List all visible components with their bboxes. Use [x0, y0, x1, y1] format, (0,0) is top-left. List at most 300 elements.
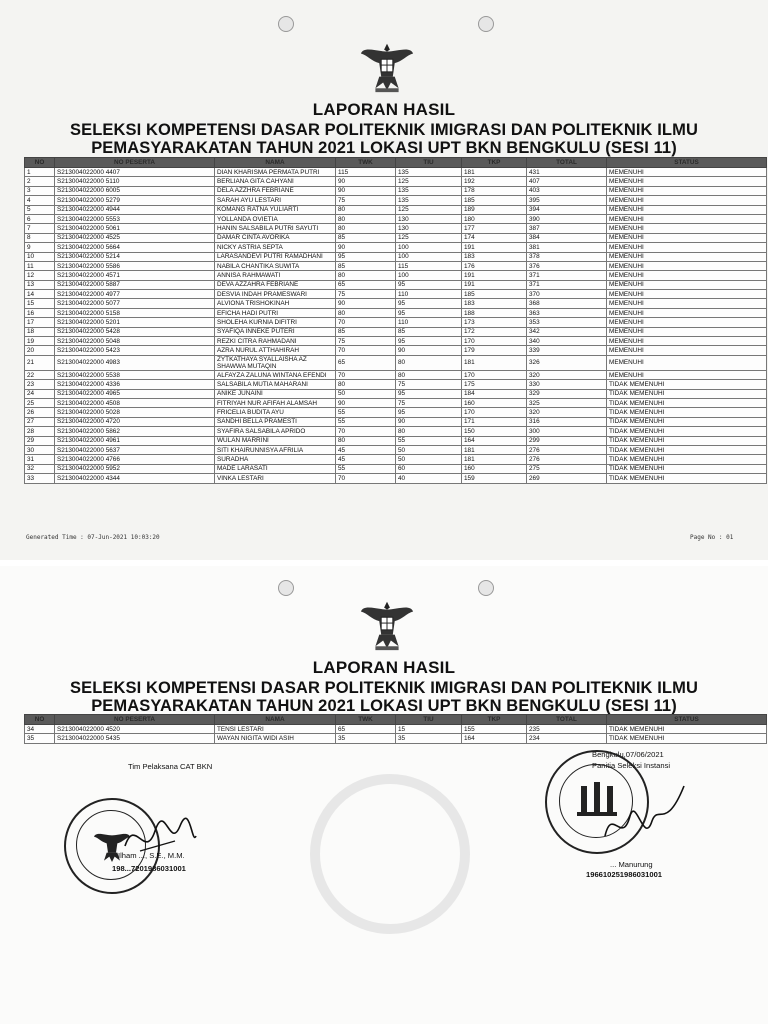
row-no-peserta: S213004022000 5435 [55, 734, 215, 743]
row-tiu: 85 [396, 327, 462, 336]
row-no: 3 [25, 186, 55, 195]
row-nama: ANNISA RAHMAWATI [215, 271, 336, 280]
row-nama: DELA AZZHRA FEBRIANE [215, 186, 336, 195]
row-total: 407 [527, 177, 607, 186]
row-nama: SITI KHAIRUNNISYA AFRILIA [215, 445, 336, 454]
row-total: 371 [527, 280, 607, 289]
table-row [25, 417, 767, 426]
signer-left-nip: 198...7201986031001 [112, 864, 186, 873]
row-status: TIDAK MEMENUHI [607, 389, 767, 398]
row-tiu: 95 [396, 308, 462, 317]
row-tiu: 50 [396, 445, 462, 454]
garuda-emblem-icon [358, 596, 416, 654]
row-nama: MADE LARASATI [215, 464, 336, 473]
punch-hole [278, 580, 294, 596]
row-twk: 80 [336, 205, 396, 214]
row-tkp: 180 [462, 214, 527, 223]
row-status: MEMENUHI [607, 308, 767, 317]
row-tkp: 181 [462, 168, 527, 177]
row-no: 22 [25, 370, 55, 379]
row-tkp: 170 [462, 337, 527, 346]
row-no: 7 [25, 224, 55, 233]
row-total: 431 [527, 168, 607, 177]
row-status: TIDAK MEMENUHI [607, 464, 767, 473]
row-tiu: 135 [396, 168, 462, 177]
row-tiu: 100 [396, 243, 462, 252]
table-header-row [25, 158, 767, 168]
row-no: 30 [25, 445, 55, 454]
row-total: 394 [527, 205, 607, 214]
row-status: MEMENUHI [607, 271, 767, 280]
row-no-peserta: S213004022000 5028 [55, 408, 215, 417]
table-row [25, 186, 767, 195]
row-nama: SARAH AYU LESTARI [215, 196, 336, 205]
row-no-peserta: S213004022000 5586 [55, 261, 215, 270]
row-status: TIDAK MEMENUHI [607, 436, 767, 445]
row-tkp: 170 [462, 370, 527, 379]
table-row [25, 436, 767, 445]
row-twk: 65 [336, 280, 396, 289]
row-twk: 55 [336, 464, 396, 473]
table-row [25, 205, 767, 214]
row-no: 20 [25, 346, 55, 355]
row-no: 21 [25, 355, 55, 370]
table-row [25, 252, 767, 261]
row-no-peserta: S213004022000 5862 [55, 427, 215, 436]
row-twk: 95 [336, 252, 396, 261]
report-subtitle-line2: PEMASYARAKATAN TAHUN 2021 LOKASI UPT BKN BENGKULU (SESI 11) [91, 139, 677, 157]
row-total: 325 [527, 398, 607, 407]
row-status: TIDAK MEMENUHI [607, 445, 767, 454]
row-total: 395 [527, 196, 607, 205]
table-row [25, 734, 767, 743]
row-status: TIDAK MEMENUHI [607, 455, 767, 464]
row-no: 31 [25, 455, 55, 464]
table-row [25, 243, 767, 252]
row-tkp: 191 [462, 271, 527, 280]
row-no-peserta: S213004022000 4571 [55, 271, 215, 280]
row-tkp: 170 [462, 408, 527, 417]
row-tiu: 75 [396, 398, 462, 407]
row-twk: 65 [336, 725, 396, 734]
row-total: 234 [527, 734, 607, 743]
signer-right-nip: 196610251986031001 [586, 870, 663, 879]
row-nama: YOLLANDA OVIETIA [215, 214, 336, 223]
row-no-peserta: S213004022000 5201 [55, 318, 215, 327]
row-tiu: 110 [396, 290, 462, 299]
table-row [25, 318, 767, 327]
row-total: 299 [527, 436, 607, 445]
row-no-peserta: S213004022000 5553 [55, 214, 215, 223]
row-no: 10 [25, 252, 55, 261]
row-tkp: 164 [462, 436, 527, 445]
row-tiu: 125 [396, 177, 462, 186]
row-tkp: 159 [462, 474, 527, 483]
row-nama: ALVIONA TRISHOKINAH [215, 299, 336, 308]
row-twk: 55 [336, 417, 396, 426]
row-no-peserta: S213004022000 4720 [55, 417, 215, 426]
row-twk: 75 [336, 196, 396, 205]
row-no: 28 [25, 427, 55, 436]
row-no: 2 [25, 177, 55, 186]
table-header-row [25, 715, 767, 725]
row-no-peserta: S213004022000 4983 [55, 355, 215, 370]
col-header-status: STATUS [607, 715, 767, 725]
row-twk: 80 [336, 308, 396, 317]
row-twk: 65 [336, 355, 396, 370]
row-nama: SHOLEHA KURNIA DIFITRI [215, 318, 336, 327]
row-tkp: 177 [462, 224, 527, 233]
row-total: 376 [527, 261, 607, 270]
row-total: 340 [527, 337, 607, 346]
row-status: MEMENUHI [607, 337, 767, 346]
row-tiu: 135 [396, 186, 462, 195]
report-page-2 [0, 566, 768, 1024]
row-tiu: 35 [396, 734, 462, 743]
row-total: 300 [527, 427, 607, 436]
row-no-peserta: S213004022000 5423 [55, 346, 215, 355]
row-status: TIDAK MEMENUHI [607, 380, 767, 389]
row-twk: 45 [336, 445, 396, 454]
row-no-peserta: S213004022000 4961 [55, 436, 215, 445]
col-header-nama: NAMA [215, 158, 336, 168]
row-no: 34 [25, 725, 55, 734]
row-twk: 45 [336, 455, 396, 464]
row-no: 26 [25, 408, 55, 417]
row-tkp: 181 [462, 455, 527, 464]
row-status: MEMENUHI [607, 355, 767, 370]
report-subtitle-line2: PEMASYARAKATAN TAHUN 2021 LOKASI UPT BKN BENGKULU (SESI 11) [91, 697, 677, 715]
row-total: 329 [527, 389, 607, 398]
row-no-peserta: S213004022000 4508 [55, 398, 215, 407]
table-row [25, 308, 767, 317]
row-tkp: 164 [462, 734, 527, 743]
row-no-peserta: S213004022000 5279 [55, 196, 215, 205]
row-no: 27 [25, 417, 55, 426]
col-header-twk: TWK [336, 158, 396, 168]
col-header-no-peserta: NO PESERTA [55, 158, 215, 168]
row-status: TIDAK MEMENUHI [607, 427, 767, 436]
row-total: 371 [527, 271, 607, 280]
row-nama: BERLIANA GITA CAHYANI [215, 177, 336, 186]
row-no: 29 [25, 436, 55, 445]
row-twk: 70 [336, 427, 396, 436]
row-status: MEMENUHI [607, 205, 767, 214]
row-tkp: 171 [462, 417, 527, 426]
row-tkp: 184 [462, 389, 527, 398]
row-tkp: 191 [462, 280, 527, 289]
row-twk: 70 [336, 318, 396, 327]
row-tiu: 75 [396, 380, 462, 389]
row-twk: 70 [336, 346, 396, 355]
row-tiu: 100 [396, 271, 462, 280]
row-no: 18 [25, 327, 55, 336]
row-nama: AZRA NURUL ATTHAHIRAH [215, 346, 336, 355]
row-no-peserta: S213004022000 5214 [55, 252, 215, 261]
row-no-peserta: S213004022000 5664 [55, 243, 215, 252]
table-row [25, 445, 767, 454]
row-tkp: 160 [462, 464, 527, 473]
table-row [25, 346, 767, 355]
row-twk: 85 [336, 261, 396, 270]
row-total: 381 [527, 243, 607, 252]
row-no-peserta: S213004022000 5061 [55, 224, 215, 233]
row-total: 339 [527, 346, 607, 355]
row-nama: DAMAR CINTA AVORIKA [215, 233, 336, 242]
report-subtitle-line1: SELEKSI KOMPETENSI DASAR POLITEKNIK IMIGRASI DAN POLITEKNIK ILMU [70, 121, 698, 139]
row-total: 403 [527, 186, 607, 195]
row-nama: WULAN MARRINI [215, 436, 336, 445]
row-twk: 90 [336, 398, 396, 407]
results-table [24, 157, 767, 484]
report-title: LAPORAN HASIL [312, 658, 456, 677]
row-no: 23 [25, 380, 55, 389]
row-no-peserta: S213004022000 5158 [55, 308, 215, 317]
col-header-tkp: TKP [462, 715, 527, 725]
row-total: 353 [527, 318, 607, 327]
row-twk: 90 [336, 177, 396, 186]
row-nama: DIAN KHARISMA PERMATA PUTRI [215, 168, 336, 177]
row-total: 363 [527, 308, 607, 317]
row-tiu: 60 [396, 464, 462, 473]
row-total: 320 [527, 370, 607, 379]
results-table [24, 714, 767, 744]
row-nama: HANIN SALSABILA PUTRI SAYUTI [215, 224, 336, 233]
signer-left-name: Ilham ..., S.E., M.M. [118, 851, 185, 860]
table-row [25, 337, 767, 346]
row-tiu: 80 [396, 427, 462, 436]
row-twk: 80 [336, 224, 396, 233]
row-tkp: 188 [462, 308, 527, 317]
row-no: 8 [25, 233, 55, 242]
row-tiu: 95 [396, 389, 462, 398]
row-no-peserta: S213004022000 5538 [55, 370, 215, 379]
row-tkp: 183 [462, 252, 527, 261]
row-tkp: 191 [462, 243, 527, 252]
row-status: MEMENUHI [607, 370, 767, 379]
page-number: Page No : 01 [690, 534, 734, 541]
row-tiu: 130 [396, 224, 462, 233]
table-row [25, 464, 767, 473]
row-tiu: 80 [396, 355, 462, 370]
row-tiu: 95 [396, 299, 462, 308]
row-no-peserta: S213004022000 5637 [55, 445, 215, 454]
row-nama: SURADHA [215, 455, 336, 464]
row-total: 368 [527, 299, 607, 308]
table-row [25, 168, 767, 177]
table-row [25, 327, 767, 336]
row-tkp: 181 [462, 355, 527, 370]
col-header-tiu: TIU [396, 158, 462, 168]
row-total: 384 [527, 233, 607, 242]
row-twk: 50 [336, 389, 396, 398]
table-row [25, 427, 767, 436]
row-status: MEMENUHI [607, 224, 767, 233]
row-twk: 75 [336, 290, 396, 299]
col-header-no-peserta: NO PESERTA [55, 715, 215, 725]
row-no-peserta: S213004022000 5110 [55, 177, 215, 186]
row-nama: EFICHA HADI PUTRI [215, 308, 336, 317]
row-tkp: 192 [462, 177, 527, 186]
row-tiu: 110 [396, 318, 462, 327]
row-status: MEMENUHI [607, 346, 767, 355]
row-nama: DEVA AZZAHRA FEBRIANE [215, 280, 336, 289]
row-no-peserta: S213004022000 6005 [55, 186, 215, 195]
row-nama: FITRIYAH NUR AFIFAH ALAMSAH [215, 398, 336, 407]
row-status: MEMENUHI [607, 318, 767, 327]
row-tiu: 95 [396, 280, 462, 289]
row-tkp: 189 [462, 205, 527, 214]
table-row [25, 261, 767, 270]
generated-time: Generated Time : 07-Jun-2021 10:03:20 [26, 534, 160, 541]
row-status: TIDAK MEMENUHI [607, 734, 767, 743]
row-nama: FRICELIA BUDITA AYU [215, 408, 336, 417]
signer-right-name: ... Manurung [610, 860, 653, 869]
row-no: 33 [25, 474, 55, 483]
row-no-peserta: S213004022000 5048 [55, 337, 215, 346]
punch-hole [478, 16, 494, 32]
row-tkp: 175 [462, 380, 527, 389]
watermark-seal [310, 774, 470, 934]
row-no-peserta: S213004022000 5428 [55, 327, 215, 336]
row-tiu: 130 [396, 214, 462, 223]
row-nama: NABILA CHANTIKA SUWITA [215, 261, 336, 270]
row-no: 11 [25, 261, 55, 270]
table-row [25, 389, 767, 398]
row-no: 19 [25, 337, 55, 346]
table-row [25, 196, 767, 205]
col-header-no: NO [25, 715, 55, 725]
row-status: MEMENUHI [607, 327, 767, 336]
row-total: 235 [527, 725, 607, 734]
punch-hole [278, 16, 294, 32]
row-total: 330 [527, 380, 607, 389]
row-tiu: 90 [396, 417, 462, 426]
row-status: TIDAK MEMENUHI [607, 417, 767, 426]
row-twk: 115 [336, 168, 396, 177]
row-twk: 70 [336, 474, 396, 483]
row-twk: 90 [336, 186, 396, 195]
row-total: 390 [527, 214, 607, 223]
row-twk: 90 [336, 299, 396, 308]
row-tiu: 125 [396, 205, 462, 214]
row-tiu: 15 [396, 725, 462, 734]
row-no-peserta: S213004022000 4977 [55, 290, 215, 299]
row-nama: SANDHI BELLA PRAMESTI [215, 417, 336, 426]
row-total: 316 [527, 417, 607, 426]
row-tkp: 160 [462, 398, 527, 407]
table-row [25, 290, 767, 299]
row-nama: VINKA LESTARI [215, 474, 336, 483]
row-tiu: 95 [396, 337, 462, 346]
row-no-peserta: S213004022000 4520 [55, 725, 215, 734]
row-tiu: 50 [396, 455, 462, 464]
row-tkp: 150 [462, 427, 527, 436]
row-no-peserta: S213004022000 4525 [55, 233, 215, 242]
row-nama: WAYAN NIGITA WIDI ASIH [215, 734, 336, 743]
col-header-total: TOTAL [527, 715, 607, 725]
table-row [25, 370, 767, 379]
row-no-peserta: S213004022000 4944 [55, 205, 215, 214]
table-row [25, 398, 767, 407]
row-status: MEMENUHI [607, 290, 767, 299]
row-status: MEMENUHI [607, 214, 767, 223]
table-row [25, 455, 767, 464]
table-row [25, 280, 767, 289]
row-no: 17 [25, 318, 55, 327]
row-tkp: 172 [462, 327, 527, 336]
row-no-peserta: S213004022000 5952 [55, 464, 215, 473]
col-header-nama: NAMA [215, 715, 336, 725]
sign-heading-right: Panitia Seleksi Instansi [592, 761, 671, 770]
row-nama: SALSABILA MUTIA MAHARANI [215, 380, 336, 389]
row-total: 276 [527, 445, 607, 454]
row-no: 4 [25, 196, 55, 205]
row-nama: SYAFIQA INNEKE PUTERI [215, 327, 336, 336]
row-status: MEMENUHI [607, 177, 767, 186]
row-tiu: 135 [396, 196, 462, 205]
row-no: 14 [25, 290, 55, 299]
row-status: MEMENUHI [607, 261, 767, 270]
col-header-total: TOTAL [527, 158, 607, 168]
row-total: 387 [527, 224, 607, 233]
col-header-twk: TWK [336, 715, 396, 725]
sign-heading-left: Tim Pelaksana CAT BKN [128, 762, 213, 771]
table-row [25, 271, 767, 280]
row-nama: NICKY ASTRIA SEPTA [215, 243, 336, 252]
row-tkp: 155 [462, 725, 527, 734]
row-tkp: 185 [462, 196, 527, 205]
row-tkp: 174 [462, 233, 527, 242]
row-no: 35 [25, 734, 55, 743]
row-no: 12 [25, 271, 55, 280]
table-row [25, 214, 767, 223]
row-nama: LARASANDEVI PUTRI RAMADHANI [215, 252, 336, 261]
row-tiu: 100 [396, 252, 462, 261]
row-no-peserta: S213004022000 4965 [55, 389, 215, 398]
row-status: MEMENUHI [607, 280, 767, 289]
row-tkp: 179 [462, 346, 527, 355]
row-twk: 80 [336, 436, 396, 445]
row-nama: REZKI CITRA RAHMADANI [215, 337, 336, 346]
row-status: MEMENUHI [607, 196, 767, 205]
col-header-status: STATUS [607, 158, 767, 168]
row-total: 320 [527, 408, 607, 417]
punch-hole [478, 580, 494, 596]
row-no-peserta: S213004022000 4766 [55, 455, 215, 464]
row-no: 16 [25, 308, 55, 317]
table-row [25, 177, 767, 186]
row-nama: KOMANG RATNA YULIARTI [215, 205, 336, 214]
table-row [25, 233, 767, 242]
row-status: TIDAK MEMENUHI [607, 474, 767, 483]
row-total: 276 [527, 455, 607, 464]
row-tiu: 95 [396, 408, 462, 417]
table-row [25, 224, 767, 233]
row-status: MEMENUHI [607, 299, 767, 308]
garuda-emblem-icon [358, 38, 416, 96]
row-tkp: 185 [462, 290, 527, 299]
row-no: 1 [25, 168, 55, 177]
row-nama: ALFAYZA ZALUNA WINTANA EFENDI [215, 370, 336, 379]
row-tiu: 125 [396, 233, 462, 242]
row-no-peserta: S213004022000 5077 [55, 299, 215, 308]
row-total: 275 [527, 464, 607, 473]
row-no-peserta: S213004022000 4407 [55, 168, 215, 177]
row-twk: 75 [336, 337, 396, 346]
report-title: LAPORAN HASIL [312, 100, 456, 119]
col-header-no: NO [25, 158, 55, 168]
